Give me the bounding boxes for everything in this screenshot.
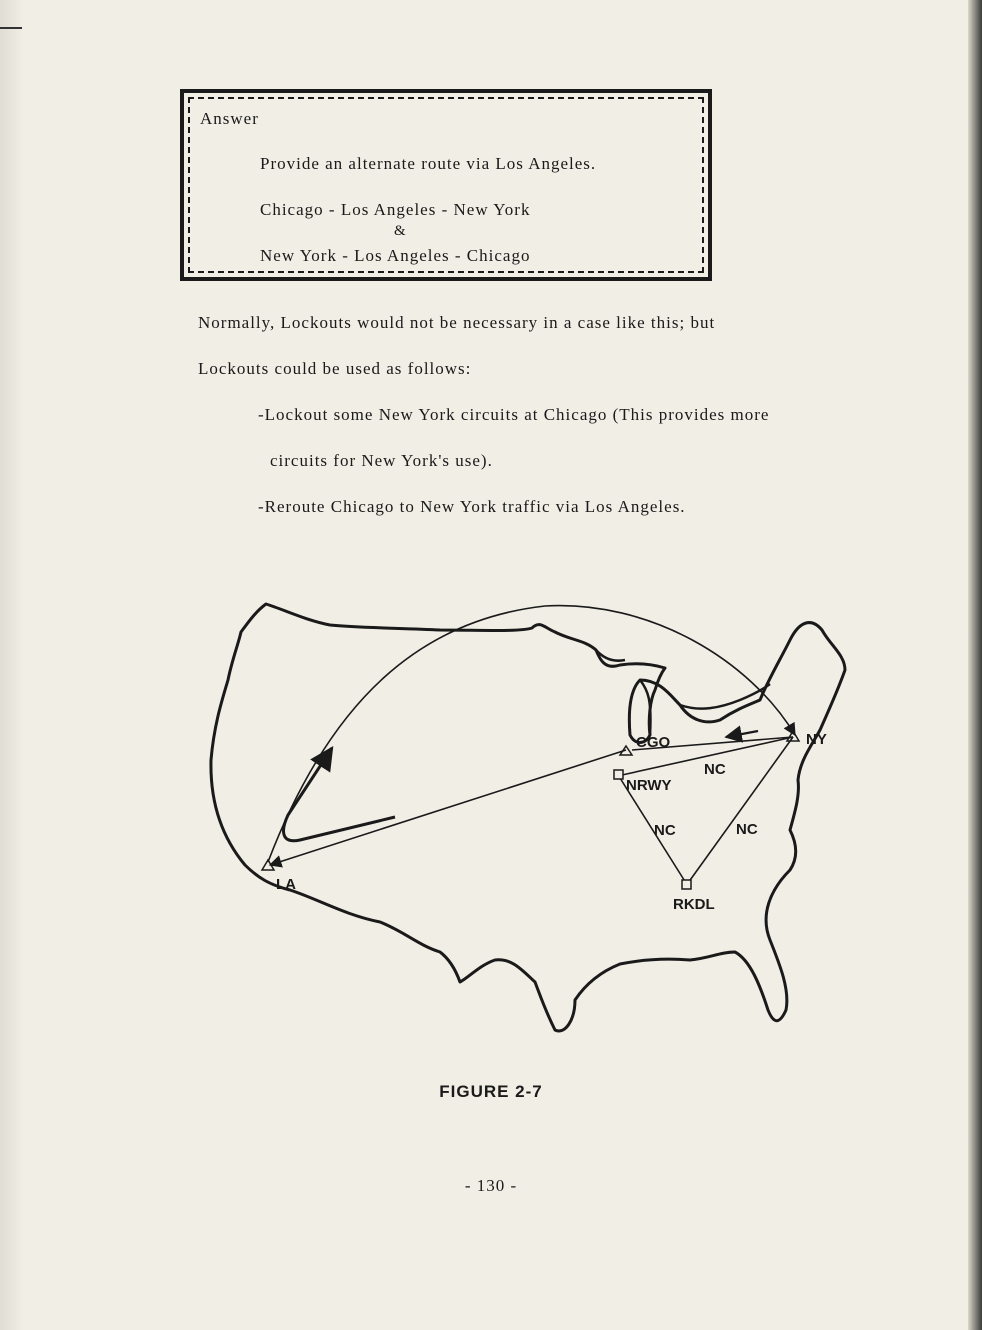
page-left-shadow — [0, 0, 24, 1330]
body-bullet-1-line-2: circuits for New York's use). — [270, 451, 493, 470]
body-bullet-1-line-1: -Lockout some New York circuits at Chicago (This provides more — [258, 405, 770, 424]
label-nc-right: NC — [736, 821, 758, 838]
answer-line-3: New York - Los Angeles - Chicago — [260, 246, 531, 265]
corner-mark — [0, 27, 22, 29]
us-network-map — [200, 595, 860, 1055]
label-nc-top: NC — [704, 761, 726, 778]
page-number: - 130 - — [464, 1176, 518, 1195]
answer-line-1: Provide an alternate route via Los Angeles. — [260, 154, 597, 173]
figure-caption: FIGURE 2-7 — [439, 1082, 543, 1101]
node-nrwy-marker — [614, 770, 623, 779]
route-ny-rkdl — [688, 737, 793, 883]
body-bullet-2: -Reroute Chicago to New York traffic via Los Angeles. — [258, 497, 686, 516]
label-ny: NY — [806, 731, 827, 748]
body-para-1-line-2: Lockouts could be used as follows: — [198, 359, 472, 378]
answer-line-2: Chicago - Los Angeles - New York — [260, 200, 531, 219]
flow-arrow-ny-cgo — [726, 731, 758, 737]
label-la: LA — [276, 876, 296, 893]
us-network-map-figure — [200, 595, 860, 1055]
label-nc-left: NC — [654, 822, 676, 839]
label-rkdl: RKDL — [673, 896, 715, 913]
label-nrwy: NRWY — [626, 777, 672, 794]
answer-box — [180, 89, 712, 281]
label-cgo: CGO — [636, 734, 671, 751]
reroute-arrow — [284, 748, 395, 841]
node-rkdl-marker — [682, 880, 691, 889]
body-para-1-line-1: Normally, Lockouts would not be necessary in a case like this; but — [198, 313, 716, 332]
answer-title: Answer — [200, 109, 259, 128]
route-arc-la-ny — [268, 606, 795, 862]
page-right-edge — [968, 0, 982, 1330]
route-cgo-la — [270, 750, 626, 865]
us-outline — [211, 604, 845, 1031]
answer-ampersand: & — [394, 223, 406, 239]
